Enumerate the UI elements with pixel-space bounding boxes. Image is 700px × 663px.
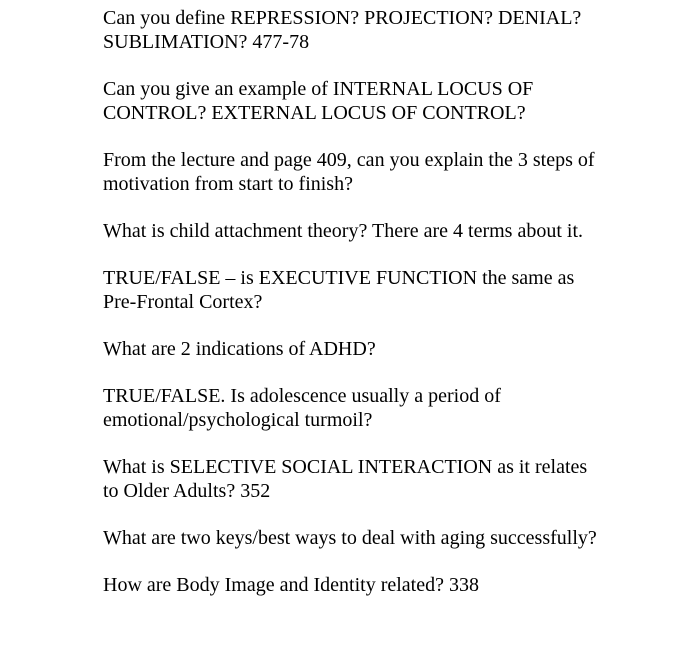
question-line: Can you define REPRESSION? PROJECTION? DENIAL? [103,7,582,29]
question-line: How are Body Image and Identity related? 338 [103,574,479,596]
question-line: motivation from start to finish? [103,173,353,195]
question-executive-function [103,266,683,314]
question-line: Pre-Frontal Cortex? [103,291,263,313]
question-line: From the lecture and page 409, can you explain the 3 steps of [103,149,595,171]
question-motivation-steps [103,148,683,196]
question-body-image-identity [103,573,683,597]
question-line: TRUE/FALSE – is EXECUTIVE FUNCTION the same as [103,267,575,289]
question-adolescence [103,384,683,432]
question-line: Can you give an example of INTERNAL LOCUS OF [103,78,534,100]
question-selective-social-interaction [103,455,683,503]
question-line: to Older Adults? 352 [103,480,271,502]
question-attachment-theory [103,219,683,243]
question-line: What is SELECTIVE SOCIAL INTERACTION as it relates [103,456,588,478]
question-line: SUBLIMATION? 477-78 [103,31,310,53]
question-line: What is child attachment theory? There are 4 terms about it. [103,220,584,242]
question-line: CONTROL? EXTERNAL LOCUS OF CONTROL? [103,102,526,124]
question-locus-of-control [103,77,683,125]
question-adhd [103,337,683,361]
question-repression [103,6,683,54]
question-line: What are two keys/best ways to deal with aging successfully? [103,527,597,549]
question-line: TRUE/FALSE. Is adolescence usually a period of [103,385,501,407]
study-questions-document [103,6,683,620]
question-aging-successfully [103,526,683,550]
question-line: What are 2 indications of ADHD? [103,338,376,360]
question-line: emotional/psychological turmoil? [103,409,373,431]
